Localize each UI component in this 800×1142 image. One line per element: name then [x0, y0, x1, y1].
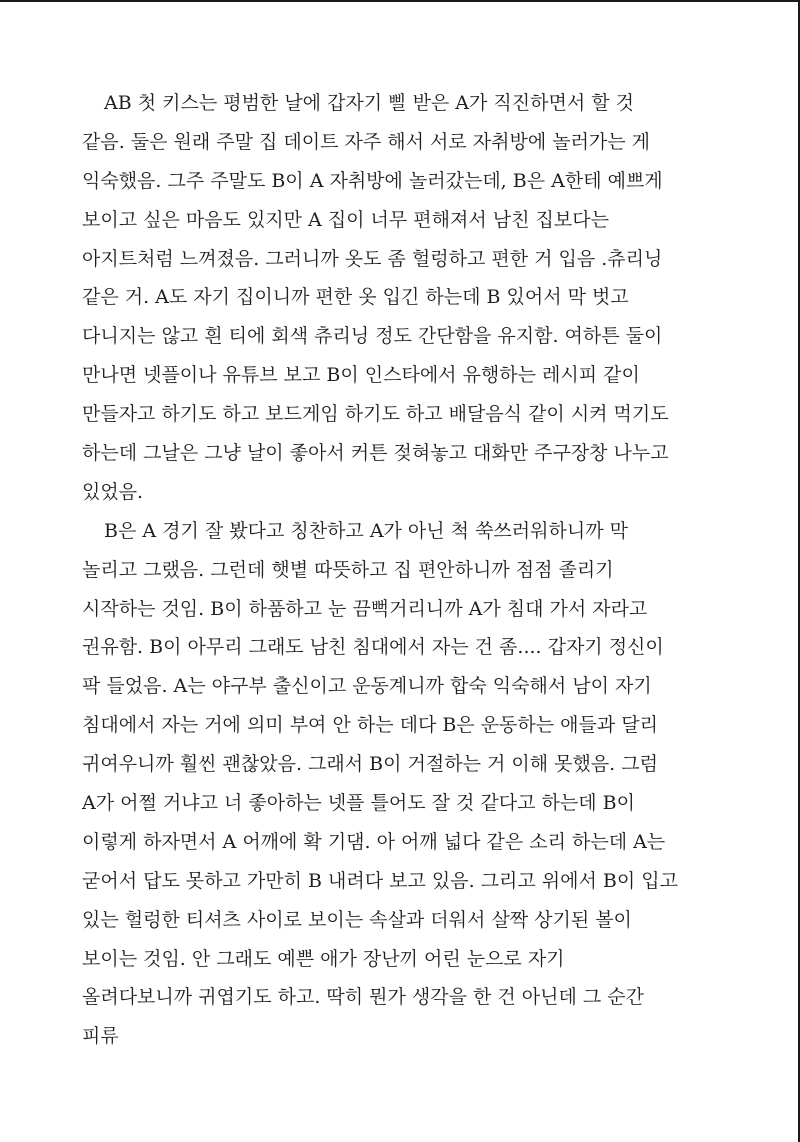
text-line: 시작하는 것임. B이 하품하고 눈 끔뻑거리니까 A가 침대 가서 자라고 [82, 597, 648, 620]
text-line: AB 첫 키스는 평범한 날에 갑자기 삘 받은 A가 직진하면서 할 것 [104, 92, 634, 114]
text-line: 이렇게 하자면서 A 어깨에 확 기댐. 아 어깨 넓다 같은 소리 하는데 A는 [82, 830, 666, 853]
text-line: 보이고 싶은 마음도 있지만 A 집이 너무 편해져서 남친 집보다는 [82, 208, 609, 231]
text-line: 하는데 그날은 그냥 날이 좋아서 커튼 젖혀놓고 대화만 주구장창 나누고 [82, 442, 669, 465]
text-line: B은 A 경기 잘 봤다고 칭찬하고 A가 아닌 척 쑥쓰러워하니까 막 [104, 519, 628, 542]
text-line: 있었음. [82, 480, 144, 503]
text-line: 놀리고 그랬음. 그런데 햇볕 따뜻하고 집 편안하니까 점점 졸리기 [82, 558, 614, 581]
text-line: 팍 들었음. A는 야구부 출신이고 운동계니까 합숙 익숙해서 남이 자기 [82, 675, 652, 698]
text-line: 만들자고 하기도 하고 보드게임 하기도 하고 배달음식 같이 시켜 먹기도 [82, 403, 669, 426]
text-line: A가 어쩔 거냐고 너 좋아하는 넷플 틀어도 잘 것 같다고 하는데 B이 [82, 792, 635, 815]
text-line: 보이는 것임. 안 그래도 예쁜 애가 장난끼 어린 눈으로 자기 [82, 947, 565, 970]
text-line: 피류 [82, 1025, 119, 1048]
text-line: 올려다보니까 귀엽기도 하고. 딱히 뭔가 생각을 한 건 아닌데 그 순간 [82, 986, 644, 1009]
text-line: 권유함. B이 아무리 그래도 남친 침대에서 자는 건 좀.... 갑자기 정신이 [82, 636, 664, 659]
text-line: 있는 헐렁한 티셔츠 사이로 보이는 속살과 더워서 살짝 상기된 볼이 [82, 908, 632, 931]
text-line: 익숙했음. 그주 주말도 B이 A 자취방에 놀러갔는데, B은 A한테 예쁘게 [82, 169, 663, 192]
text-line: 굳어서 답도 못하고 가만히 B 내려다 보고 있음. 그리고 위에서 B이 입고 [82, 869, 678, 892]
text-line: 같음. 둘은 원래 주말 집 데이트 자주 해서 서로 자취방에 놀러가는 게 [82, 130, 651, 153]
text-line: 침대에서 자는 거에 의미 부여 안 하는 데다 B은 운동하는 애들과 달리 [82, 714, 658, 737]
paragraph-2 [82, 512, 742, 1056]
text-line: 귀여우니까 훨씬 괜찮았음. 그래서 B이 거절하는 거 이해 못했음. 그럼 [82, 753, 658, 776]
text-line: 아지트처럼 느껴졌음. 그러니까 옷도 좀 헐렁하고 편한 거 입음 .츄리닝 [82, 247, 663, 270]
text-line: 만나면 넷플이나 유튜브 보고 B이 인스타에서 유행하는 레시피 같이 [82, 364, 640, 387]
story-text [82, 84, 742, 1056]
paragraph-1 [82, 84, 742, 512]
text-line: 다니지는 않고 흰 티에 회색 츄리닝 정도 간단함을 유지함. 여하튼 둘이 [82, 325, 663, 348]
text-line: 같은 거. A도 자기 집이니까 편한 옷 입긴 하는데 B 있어서 막 벗고 [82, 286, 629, 309]
